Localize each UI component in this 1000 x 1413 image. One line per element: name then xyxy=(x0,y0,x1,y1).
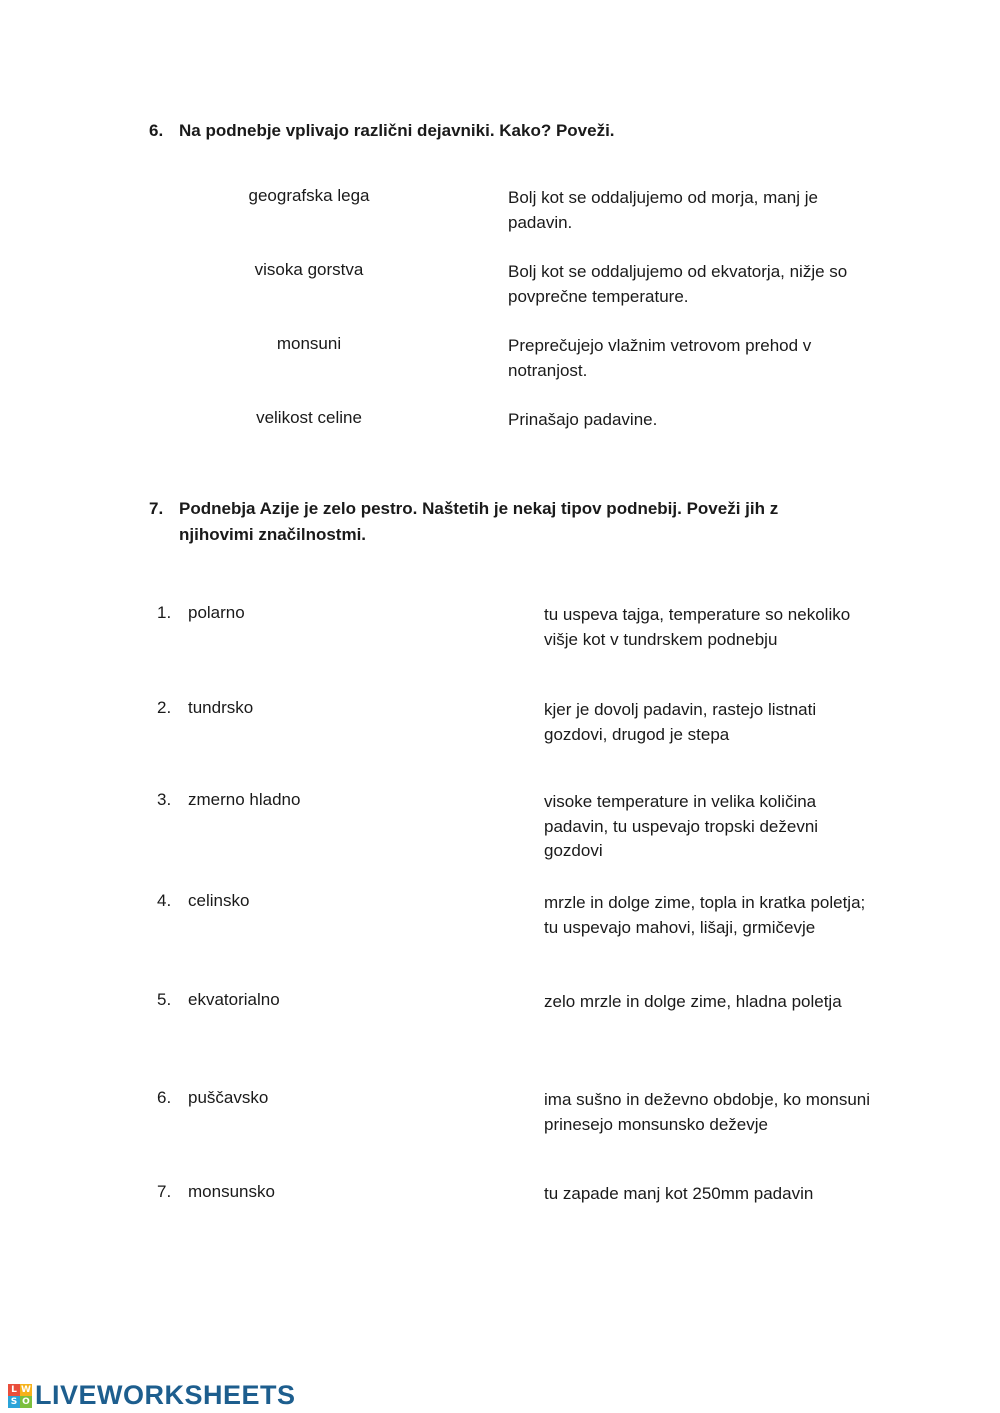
factor-item[interactable]: monsuni xyxy=(276,334,342,353)
effect-item[interactable]: Bolj kot se oddaljujemo od morja, manj je padavin. xyxy=(508,188,818,232)
effect-item[interactable]: Bolj kot se oddaljujemo od ekvatorja, nižje so povprečne temperature. xyxy=(508,262,848,306)
logo-block: W xyxy=(21,1384,31,1395)
climate-number: 3. xyxy=(157,790,172,809)
climate-number: 2. xyxy=(157,698,172,717)
factor-item[interactable]: velikost celine xyxy=(256,408,362,427)
climate-number: 6. xyxy=(157,1088,172,1107)
brand-name: LIVEWORKSHEETS xyxy=(35,1380,296,1410)
climate-number: 1. xyxy=(157,603,172,622)
climate-number: 7. xyxy=(157,1182,172,1201)
climate-label[interactable]: polarno xyxy=(188,603,245,622)
question-7-text: Podnebja Azije je zelo pestro. Naštetih je nekaj tipov podnebij. Poveži jih z njihovimi značilnostmi. xyxy=(179,499,779,544)
climate-label[interactable]: tundrsko xyxy=(188,698,254,717)
factor-item[interactable]: visoka gorstva xyxy=(254,260,364,279)
climate-label[interactable]: monsunsko xyxy=(188,1182,275,1201)
logo-block: L xyxy=(8,1384,20,1396)
question-6-number: 6. xyxy=(149,121,164,140)
question-6-text: Na podnebje vplivajo različni dejavniki. Kako? Poveži. xyxy=(179,121,615,140)
logo-blocks-icon xyxy=(8,1384,32,1408)
climate-label[interactable]: ekvatorialno xyxy=(188,990,280,1009)
effect-item[interactable]: Preprečujejo vlažnim vetrovom prehod v notranjost. xyxy=(508,336,812,380)
climate-description[interactable]: mrzle in dolge zime, topla in kratka poletja; tu uspevajo mahovi, lišaji, grmičevje xyxy=(544,893,866,937)
climate-number: 4. xyxy=(157,891,172,910)
question-7-number: 7. xyxy=(149,499,164,518)
climate-description[interactable]: ima sušno in deževno obdobje, ko monsuni prinesejo monsunsko deževje xyxy=(544,1090,871,1134)
liveworksheets-logo xyxy=(8,1380,296,1411)
effect-item[interactable]: Prinašajo padavine. xyxy=(508,410,658,429)
climate-description[interactable]: tu uspeva tajga, temperature so nekoliko višje kot v tundrskem podnebju xyxy=(544,605,851,649)
climate-label[interactable]: celinsko xyxy=(188,891,250,910)
climate-label[interactable]: puščavsko xyxy=(188,1088,269,1107)
factor-item[interactable]: geografska lega xyxy=(248,186,370,205)
climate-label[interactable]: zmerno hladno xyxy=(188,790,301,809)
climate-description[interactable]: visoke temperature in velika količina padavin, tu uspevajo tropski deževni gozdovi xyxy=(544,792,819,860)
logo-block: O xyxy=(20,1396,32,1408)
climate-number: 5. xyxy=(157,990,172,1009)
climate-description[interactable]: tu zapade manj kot 250mm padavin xyxy=(544,1184,814,1203)
climate-description[interactable]: zelo mrzle in dolge zime, hladna poletja xyxy=(544,992,842,1011)
logo-block: S xyxy=(8,1396,20,1408)
climate-description[interactable]: kjer je dovolj padavin, rastejo listnati gozdovi, drugod je stepa xyxy=(544,700,817,744)
